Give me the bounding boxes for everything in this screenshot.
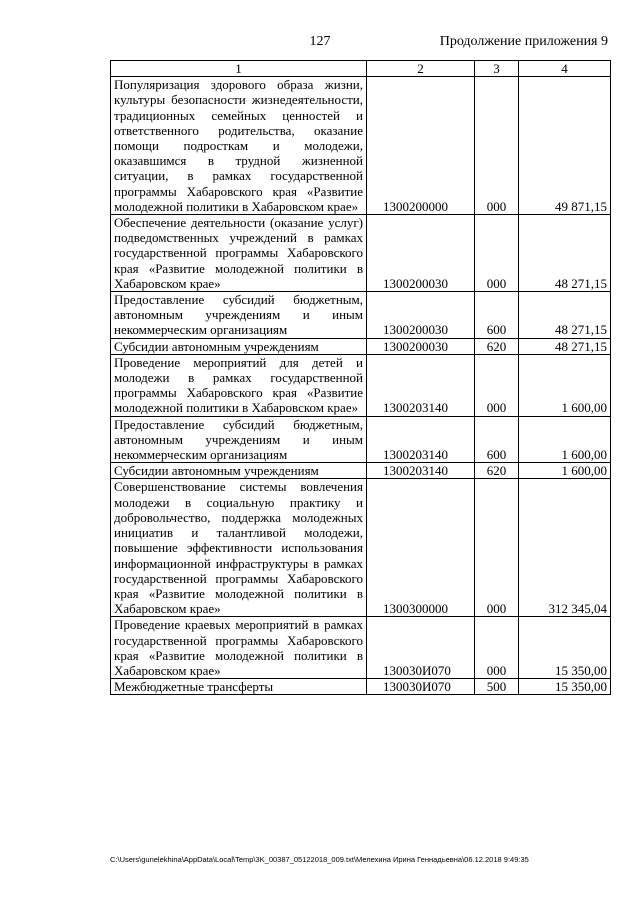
row-name: Совершенствование системы вовлечения молодежи в социальную практику и добровольчество, поддержка молодежных инициатив и талантливой молодежи, повышение эффективности использования информационной инфраструктуры в рамках государственной программы Хабаровского края «Развитие молодежной политики в Хабаровском крае» xyxy=(111,479,367,617)
row-target-code: 1300200030 xyxy=(367,215,475,292)
row-expense-type: 000 xyxy=(475,354,519,416)
table-row xyxy=(111,338,611,354)
row-amount: 15 350,00 xyxy=(519,679,611,695)
row-amount: 1 600,00 xyxy=(519,354,611,416)
row-name: Предоставление субсидий бюджетным, автономным учреждениям и иным некоммерческим организациям xyxy=(111,416,367,463)
row-name: Обеспечение деятельности (оказание услуг) подведомственных учреждений в рамках государственной программы Хабаровского края «Развитие молодежной политики в Хабаровском крае» xyxy=(111,215,367,292)
row-expense-type: 000 xyxy=(475,479,519,617)
column-header-2: 2 xyxy=(367,61,475,77)
row-name: Предоставление субсидий бюджетным, автономным учреждениям и иным некоммерческим организациям xyxy=(111,292,367,339)
row-expense-type: 600 xyxy=(475,292,519,339)
table-row xyxy=(111,416,611,463)
row-target-code: 130030И070 xyxy=(367,679,475,695)
row-amount: 48 271,15 xyxy=(519,215,611,292)
table-row xyxy=(111,479,611,617)
column-header-3: 3 xyxy=(475,61,519,77)
row-amount: 48 271,15 xyxy=(519,292,611,339)
row-amount: 15 350,00 xyxy=(519,617,611,679)
table-row xyxy=(111,215,611,292)
row-amount: 1 600,00 xyxy=(519,463,611,479)
page-number: 127 xyxy=(309,34,331,49)
file-path-footer: C:\Users\gunelekhina\AppData\Local\Temp\3K_00387_05122018_009.txt\Мелехина Ирина Геннадьевна\06.12.2018 9:49:35 xyxy=(110,855,529,864)
row-amount: 48 271,15 xyxy=(519,338,611,354)
row-amount: 1 600,00 xyxy=(519,416,611,463)
table-row xyxy=(111,77,611,215)
row-target-code: 1300203140 xyxy=(367,354,475,416)
row-expense-type: 620 xyxy=(475,463,519,479)
row-name: Проведение мероприятий для детей и молодежи в рамках государственной программы Хабаровского края «Развитие молодежной политики в Хабаровском крае» xyxy=(111,354,367,416)
column-header-1: 1 xyxy=(111,61,367,77)
row-name: Субсидии автономным учреждениям xyxy=(111,338,367,354)
row-name: Проведение краевых мероприятий в рамках государственной программы Хабаровского края «Развитие молодежной политики в Хабаровском крае» xyxy=(111,617,367,679)
row-amount: 312 345,04 xyxy=(519,479,611,617)
row-expense-type: 000 xyxy=(475,215,519,292)
row-expense-type: 620 xyxy=(475,338,519,354)
continuation-label: Продолжение приложения 9 xyxy=(439,34,608,49)
table-header-row xyxy=(111,61,611,77)
column-header-4: 4 xyxy=(519,61,611,77)
row-expense-type: 500 xyxy=(475,679,519,695)
row-target-code: 1300200000 xyxy=(367,77,475,215)
table-row xyxy=(111,292,611,339)
row-target-code: 1300300000 xyxy=(367,479,475,617)
row-target-code: 1300203140 xyxy=(367,416,475,463)
row-expense-type: 600 xyxy=(475,416,519,463)
row-target-code: 130030И070 xyxy=(367,617,475,679)
row-expense-type: 000 xyxy=(475,617,519,679)
row-name: Межбюджетные трансферты xyxy=(111,679,367,695)
row-amount: 49 871,15 xyxy=(519,77,611,215)
table-row xyxy=(111,617,611,679)
table-row xyxy=(111,463,611,479)
table-row xyxy=(111,354,611,416)
table-row xyxy=(111,679,611,695)
row-name: Популяризация здорового образа жизни, культуры безопасности жизнедеятельности, традиционных семейных ценностей и ответственного родительства, оказание помощи подросткам и молодежи, оказавшимся в трудной жизненной ситуации, в рамках государственной программы Хабаровского края «Развитие молодежной политики в Хабаровском крае» xyxy=(111,77,367,215)
row-expense-type: 000 xyxy=(475,77,519,215)
row-target-code: 1300200030 xyxy=(367,338,475,354)
budget-table xyxy=(110,60,611,695)
row-target-code: 1300200030 xyxy=(367,292,475,339)
row-target-code: 1300203140 xyxy=(367,463,475,479)
row-name: Субсидии автономным учреждениям xyxy=(111,463,367,479)
